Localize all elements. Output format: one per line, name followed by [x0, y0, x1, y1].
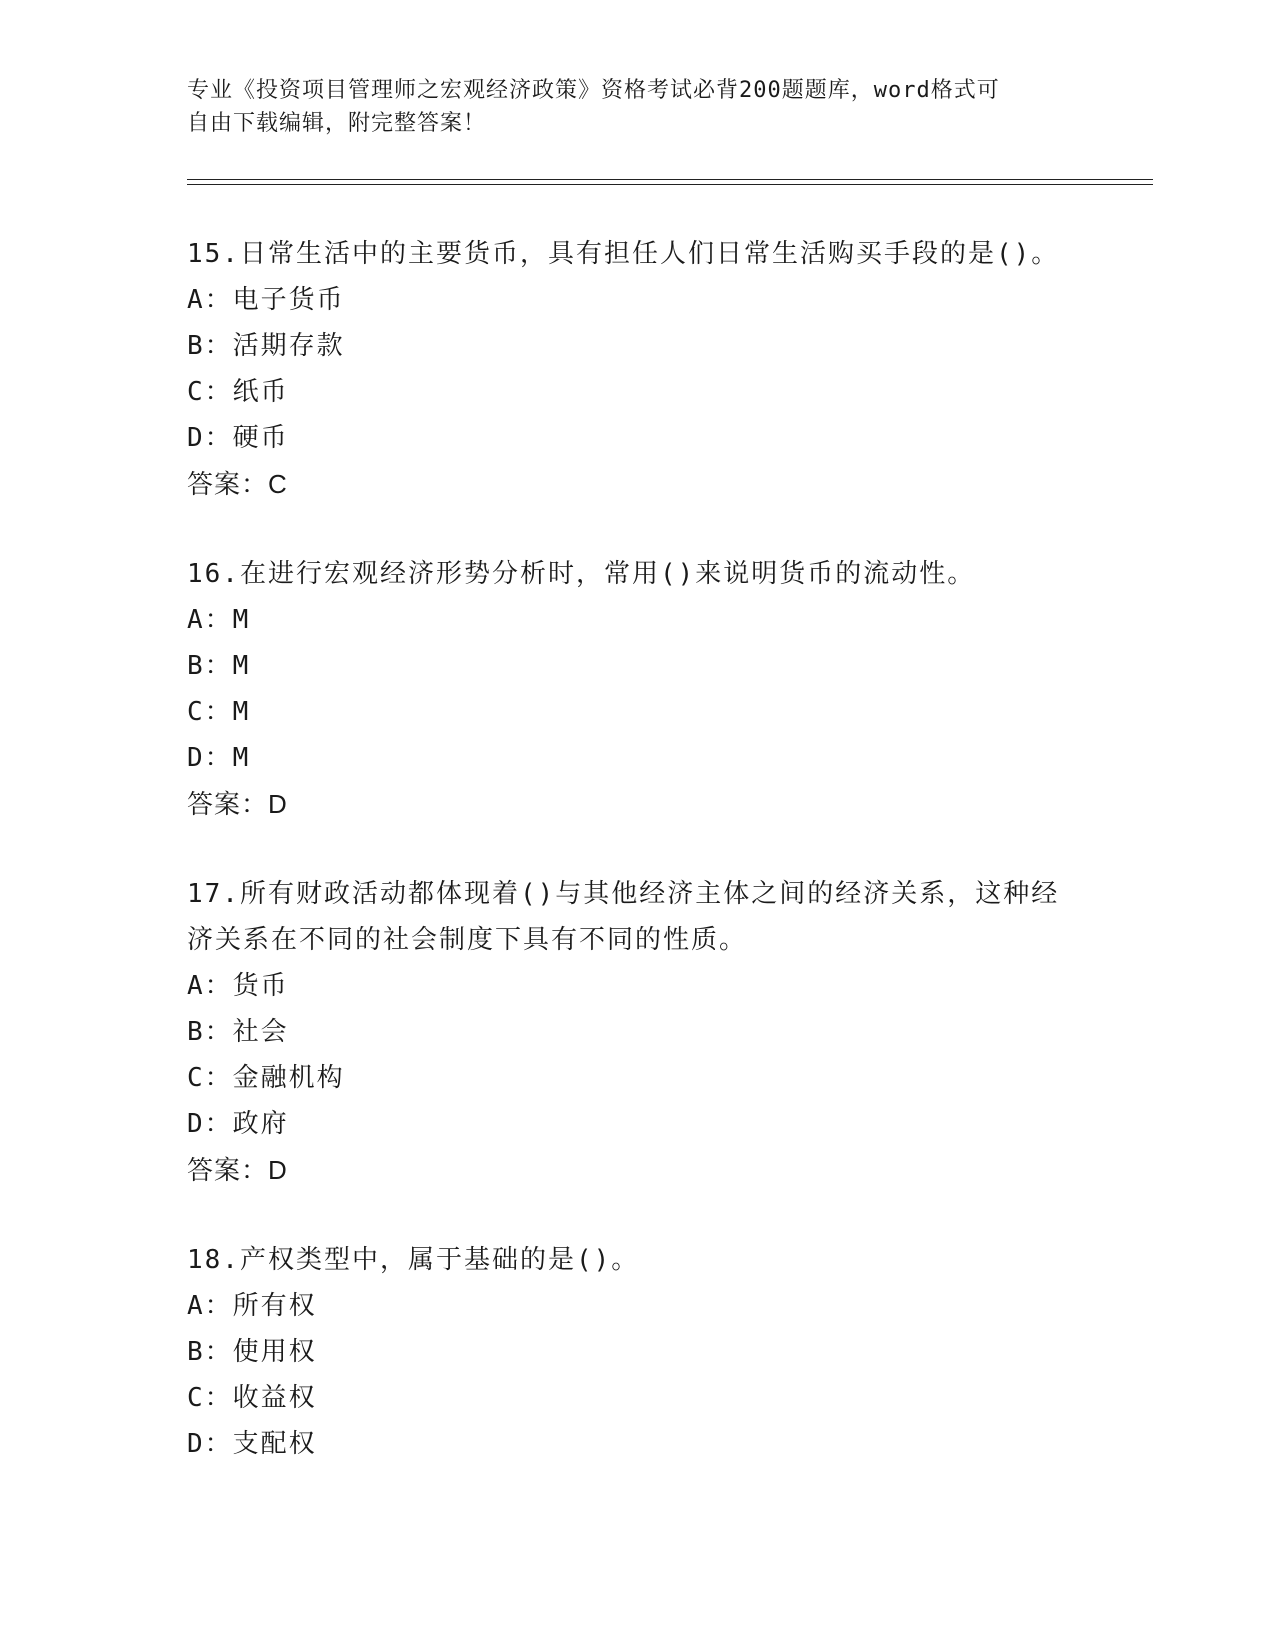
question-stem: 16.在进行宏观经济形势分析时，常用()来说明货币的流动性。	[187, 559, 976, 589]
question-stem: 15.日常生活中的主要货币，具有担任人们日常生活购买手段的是()。	[187, 239, 1060, 269]
option-c: C：M	[187, 697, 251, 727]
option-d: D：支配权	[187, 1429, 317, 1459]
answer-line: 答案：D	[187, 789, 288, 819]
option-c: C：金融机构	[187, 1063, 345, 1093]
header-divider-bottom	[187, 184, 1153, 185]
question-stem: 18.产权类型中，属于基础的是()。	[187, 1245, 640, 1275]
document-header	[187, 74, 1087, 140]
question-16	[187, 551, 1087, 827]
answer-line: 答案：D	[187, 1155, 288, 1185]
option-a: A：M	[187, 605, 251, 635]
option-b: B：M	[187, 651, 251, 681]
header-divider-top	[187, 179, 1153, 180]
option-b: B：活期存款	[187, 331, 345, 361]
option-d: D：M	[187, 743, 251, 773]
header-line-1: 专业《投资项目管理师之宏观经济政策》资格考试必背200题题库，word格式可	[187, 78, 1000, 103]
answer-line: 答案：C	[187, 469, 288, 499]
option-b: B：使用权	[187, 1337, 317, 1367]
question-15	[187, 231, 1087, 507]
option-b: B：社会	[187, 1017, 289, 1047]
option-a: A：货币	[187, 971, 289, 1001]
question-17	[187, 871, 1087, 1193]
question-list	[187, 231, 1087, 1511]
question-18	[187, 1237, 1087, 1467]
option-a: A：所有权	[187, 1291, 317, 1321]
option-c: C：收益权	[187, 1383, 317, 1413]
question-stem-line-1: 17.所有财政活动都体现着()与其他经济主体之间的经济关系，这种经	[187, 879, 1060, 909]
option-d: D：政府	[187, 1109, 289, 1139]
option-a: A：电子货币	[187, 285, 345, 315]
option-c: C：纸币	[187, 377, 289, 407]
option-d: D：硬币	[187, 423, 289, 453]
question-stem-line-2: 济关系在不同的社会制度下具有不同的性质。	[187, 925, 748, 955]
header-line-2: 自由下载编辑，附完整答案！	[187, 111, 487, 136]
